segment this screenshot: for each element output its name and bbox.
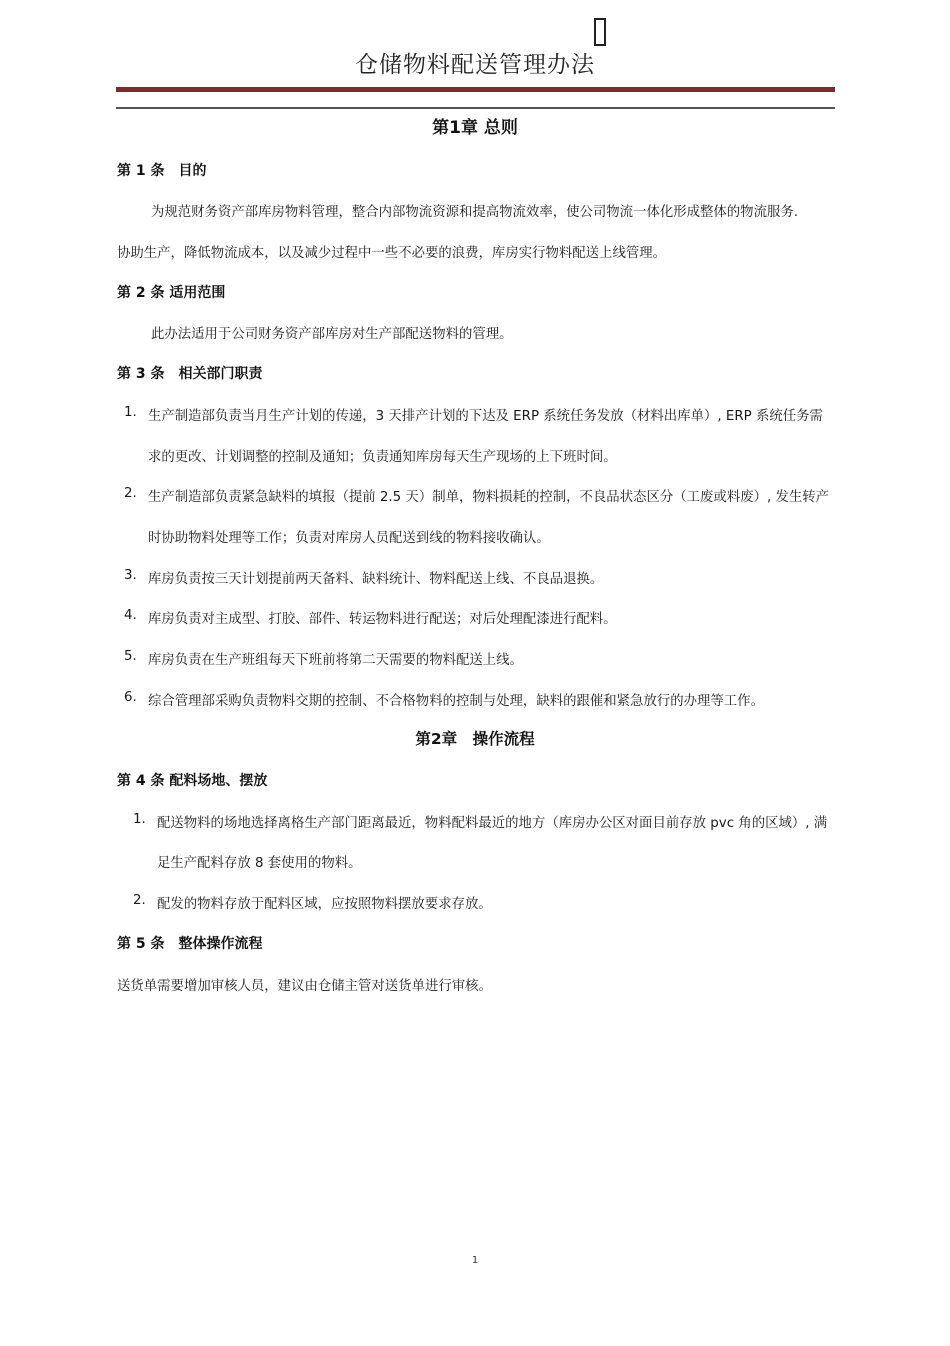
header-rule-thin xyxy=(116,107,835,109)
list-item-number: 4. xyxy=(124,608,137,623)
page-number: 1 xyxy=(471,1255,479,1266)
list-item-text: 生产制造部负责当月生产计划的传递，3 天排产计划的下达及 ERP 系统任务发放（材料出库单）, ERP 系统任务需 xyxy=(148,409,823,424)
list-item-text: 配发的物料存放于配料区域，应按照物料摆放要求存放。 xyxy=(157,897,492,912)
missing-glyph-box-icon xyxy=(594,18,606,46)
header-title: 仓储物料配送管理办法 xyxy=(355,52,595,78)
list-item-text: 库房负责按三天计划提前两天备料、缺料统计、物料配送上线、不良品退换。 xyxy=(148,572,604,587)
chapter-2-title: 第2章 操作流程 xyxy=(415,730,535,748)
list-item-number: 1. xyxy=(133,812,146,827)
list-item-number: 1. xyxy=(124,405,137,420)
list-item-text: 综合管理部采购负责物料交期的控制、不合格物料的控制与处理，缺料的跟催和紧急放行的办理等工作。 xyxy=(148,694,764,709)
article-1-title: 第 1 条 目的 xyxy=(117,163,207,179)
list-item-number: 2. xyxy=(124,486,137,501)
article-2-line-1: 此办法适用于公司财务资产部库房对生产部配送物料的管理。 xyxy=(151,327,513,342)
list-item-text: 配送物料的场地选择离格生产部门距离最近，物料配料最近的地方（库房办公区对面目前存放 pvc 角的区域）, 满 xyxy=(157,816,828,831)
article-4-title: 第 4 条 配料场地、摆放 xyxy=(117,773,268,789)
list-item-number: 5. xyxy=(124,649,137,664)
article-2-title: 第 2 条 适用范围 xyxy=(117,285,226,301)
article-5-title: 第 5 条 整体操作流程 xyxy=(117,936,263,952)
list-item-text: 库房负责在生产班组每天下班前将第二天需要的物料配送上线。 xyxy=(148,653,523,668)
list-item-number: 2. xyxy=(133,893,146,908)
list-item-text: 时协助物料处理等工作；负责对库房人员配送到线的物料接收确认。 xyxy=(148,531,550,546)
article-5-line-1: 送货单需要增加审核人员，建议由仓储主管对送货单进行审核。 xyxy=(117,979,492,994)
article-1-line-2: 协助生产，降低物流成本，以及减少过程中一些不必要的浪费，库房实行物料配送上线管理。 xyxy=(117,246,667,261)
list-item-text: 生产制造部负责紧急缺料的填报（提前 2.5 天）制单，物料损耗的控制，不良品状态区分（工废或料废）, 发生转产 xyxy=(148,490,830,505)
chapter-1-title: 第1章 总则 xyxy=(432,118,518,138)
article-1-line-1: 为规范财务资产部库房物料管理，整合内部物流资源和提高物流效率，使公司物流一体化形成整体的物流服务. xyxy=(151,205,799,220)
article-3-title: 第 3 条 相关部门职责 xyxy=(117,366,263,382)
list-item-text: 求的更改、计划调整的控制及通知；负责通知库房每天生产现场的上下班时间。 xyxy=(148,450,617,465)
list-item-number: 6. xyxy=(124,690,137,705)
list-item-text: 足生产配料存放 8 套使用的物料。 xyxy=(157,856,362,871)
header-rule-thick xyxy=(116,87,835,92)
list-item-number: 3. xyxy=(124,568,137,583)
list-item-text: 库房负责对主成型、打胶、部件、转运物料进行配送；对后处理配漆进行配料。 xyxy=(148,612,617,627)
